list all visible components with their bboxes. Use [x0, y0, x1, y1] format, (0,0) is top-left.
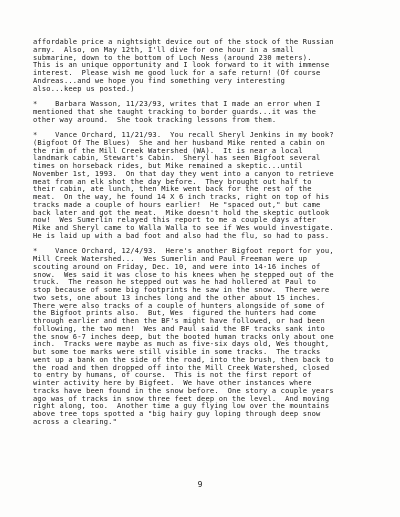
paragraph [33, 100, 378, 123]
text-line: He is laid up with a bad foot and also had the flu, so had to pass. [33, 230, 330, 240]
text-line: winter activity here by Bigfeet. We have other instances where [33, 378, 312, 387]
text-line: went up a bank on the side of the road, into the brush, then back to [33, 354, 334, 364]
text-line: truck. The reason he stepped out was he had hollered at Paul to [33, 277, 317, 287]
text-line: following, the two men! Wes and Paul said the BF tracks sank into [33, 323, 325, 333]
text-line: scouting around on Friday, Dec. 10, and were into 14-16 inches of [33, 261, 321, 271]
text-line: This is an unique opportunity and I look forward to it with immense [33, 60, 330, 70]
text-line: army. Also, on May 12th, I'll dive for one hour in a small [33, 44, 294, 54]
text-line: Andreas...and we hope you find something very interesting [33, 75, 286, 85]
text-line: also...keep us posted.) [33, 83, 135, 93]
text-line: meat. On the way, he found 14 X 6 inch tracks, right on top of his [33, 192, 330, 201]
page-number: 9 [197, 480, 203, 489]
text-line: ago was of tracks in snow three feet deep on the level. And moving [33, 393, 330, 403]
text-line: There were also tracks of a couple of hunters alongside of some of [33, 300, 325, 310]
text-line: stop because of some big footprints he saw in the snow. There were [33, 285, 330, 294]
text-line: two sets, one about 13 inches long and the other about 15 inches. [33, 292, 321, 302]
text-line: tracks made a couple of hours earlier! He "spaced out," but came [33, 199, 321, 209]
text-line: tracks have been found in the snow before. One story a couple years [33, 385, 334, 395]
text-line: to entry by humans, of course. This is not the first report of [33, 370, 312, 380]
text-line: the road and then dropped off into the Mill Creek Watershed, closed [33, 362, 330, 372]
text-line: (Bigfoot Of The Blues) She and her husband Mike rented a cabin on [33, 137, 325, 147]
text-line: across a clearing." [33, 416, 118, 426]
text-line: inch. Tracks were maybe as much as five-six days old, Wes thought, [33, 339, 330, 349]
text-line: * Vance Orchard, 12/4/93. Here's another Bigfoot report for you, [33, 246, 334, 256]
paragraph [33, 38, 378, 92]
paragraph [33, 247, 378, 425]
text-line: affordable price a nightsight device out of the stock of the Russian [33, 37, 334, 46]
text-line: through earlier and then the BF's might have followed, or had been [33, 316, 325, 325]
text-line: above tree tops spotted a "big hairy guy loping through deep snow [33, 409, 321, 418]
text-line: now! Wes Sumerlin relayed this report to me a couple days after [33, 215, 317, 225]
paragraph [33, 131, 378, 240]
text-line: their cabin, ate lunch, then Mike went back for the rest of the [33, 184, 312, 194]
text-line: snow. Wes said it was close to his knees when he stepped out of the [33, 269, 334, 279]
text-line: Mill Creek Watershed... Wes Sumerlin and Paul Freeman were up [33, 254, 308, 263]
text-line: the Bigfoot prints also. But, Wes figured the hunters had come [33, 308, 317, 318]
text-line: * Vance Orchard, 11/21/93. You recall Sheryl Jenkins in my book? [33, 130, 334, 139]
text-line: landmark cabin, Stewart's Cabin. Sheryl has seen Bigfoot several [33, 153, 321, 163]
text-line: Mike and Sheryl came to Walla Walla to see if Wes would investigate. [33, 223, 334, 232]
text-line: mentioned that she taught tracking to border guards...it was the [33, 106, 317, 116]
text-line: but some toe marks were still visible in some tracks. The tracks [33, 347, 321, 356]
text-line: other way around. She took tracking lessons from them. [33, 114, 277, 124]
text-line: interest. Please wish me good luck for a safe return! (Of course [33, 68, 321, 77]
text-line: times on horseback rides, but Mike remained a skeptic...until [33, 161, 303, 170]
document-body [33, 38, 378, 426]
text-line: right along, too. Another time a guy flying low over the mountains [33, 401, 330, 411]
text-line: November 1st, 1993. On that day they went into a canyon to retrieve [33, 168, 334, 178]
text-line: * Barbara Wasson, 11/23/93, writes that I made an error when I [33, 99, 321, 108]
text-line: the snow 6-7 inches deep, but the booted human tracks only about one [33, 331, 334, 341]
text-line: back later and got the meat. Mike doesn't hold the skeptic outlook [33, 207, 330, 217]
text-line: the rim of the Mill Creek Watershed (WA). It is near a local [33, 145, 303, 155]
text-line: submarine, down to the bottom of Loch Ness (around 230 meters). [33, 52, 312, 62]
text-line: meat from an elk shot the day before. They brought out half to [33, 176, 312, 186]
